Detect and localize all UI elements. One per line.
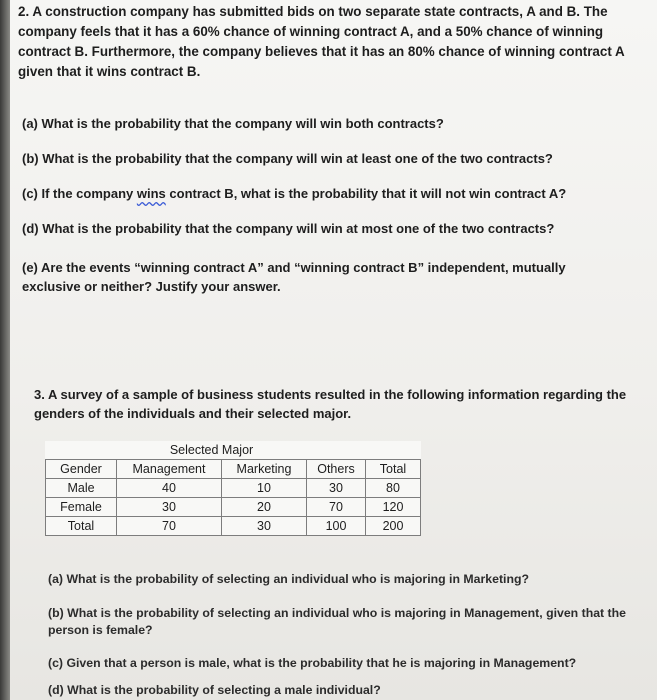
table-cell: 40: [117, 479, 222, 498]
row-label: Male: [46, 479, 117, 498]
problem-3-question-b: (b) What is the probability of selecting an individual who is majoring in Management, given that the person is female?: [48, 606, 627, 637]
photo-edge-shadow: [0, 0, 10, 700]
problem-3-question-c: (c) Given that a person is male, what is the probability that he is majoring in Management?: [48, 656, 577, 670]
table-cell: 100: [307, 517, 366, 536]
problem-2-intro: 2. A construction company has submitted bids on two separate state contracts, A and B. The company feels that it has a 60% chance of winning contract A, and a 50% chance of winning contract B. Furthermore, the company believes that it has an 80% chance of winning contract A given that it wins contract B.: [18, 4, 625, 79]
question-c-text-start: (c) If the company: [22, 186, 134, 201]
spellcheck-flagged-word: wins: [136, 186, 166, 201]
table-cell: 30: [117, 498, 222, 517]
table-cell: 200: [366, 517, 421, 536]
table-cell: 10: [222, 479, 307, 498]
row-label: Female: [46, 498, 117, 517]
table-header-row: [46, 460, 421, 479]
header-total: Total: [366, 460, 421, 479]
problem-2-question-b: (b) What is the probability that the company will win at least one of the two contracts?: [22, 151, 553, 166]
row-label: Total: [46, 517, 117, 536]
selected-major-banner: Selected Major: [117, 441, 307, 460]
table-cell: 120: [366, 498, 421, 517]
problem-2-question-c: [22, 184, 642, 203]
table-cell: 30: [307, 479, 366, 498]
problem-2-question-d: (d) What is the probability that the company will win at most one of the two contracts?: [22, 221, 555, 236]
table-row: [46, 479, 421, 498]
table-cell: 20: [222, 498, 307, 517]
table-cell: 70: [307, 498, 366, 517]
header-gender: Gender: [46, 460, 117, 479]
problem-3-question-d: (d) What is the probability of selecting a male individual?: [48, 683, 381, 697]
problem-3-intro: 3. A survey of a sample of business students resulted in the following information regarding the genders of the individuals and their selected major.: [34, 387, 627, 421]
problem-3-question-a: (a) What is the probability of selecting an individual who is majoring in Marketing?: [48, 572, 529, 586]
gender-major-table: [45, 441, 421, 536]
header-others: Others: [307, 460, 366, 479]
question-c-text-end: contract B, what is the probability that it will not win contract A?: [169, 186, 567, 201]
header-marketing: Marketing: [222, 460, 307, 479]
table-cell: 80: [366, 479, 421, 498]
table-banner-row: [46, 441, 421, 460]
header-management: Management: [117, 460, 222, 479]
problem-2-question-e: (e) Are the events “winning contract A” and “winning contract B” independent, mutually exclusive or neither? Justify your answer.: [22, 260, 566, 294]
table-cell: 70: [117, 517, 222, 536]
table-cell: 30: [222, 517, 307, 536]
problem-2-question-a: (a) What is the probability that the company will win both contracts?: [22, 116, 444, 131]
table-row: [46, 498, 421, 517]
table-row: [46, 517, 421, 536]
